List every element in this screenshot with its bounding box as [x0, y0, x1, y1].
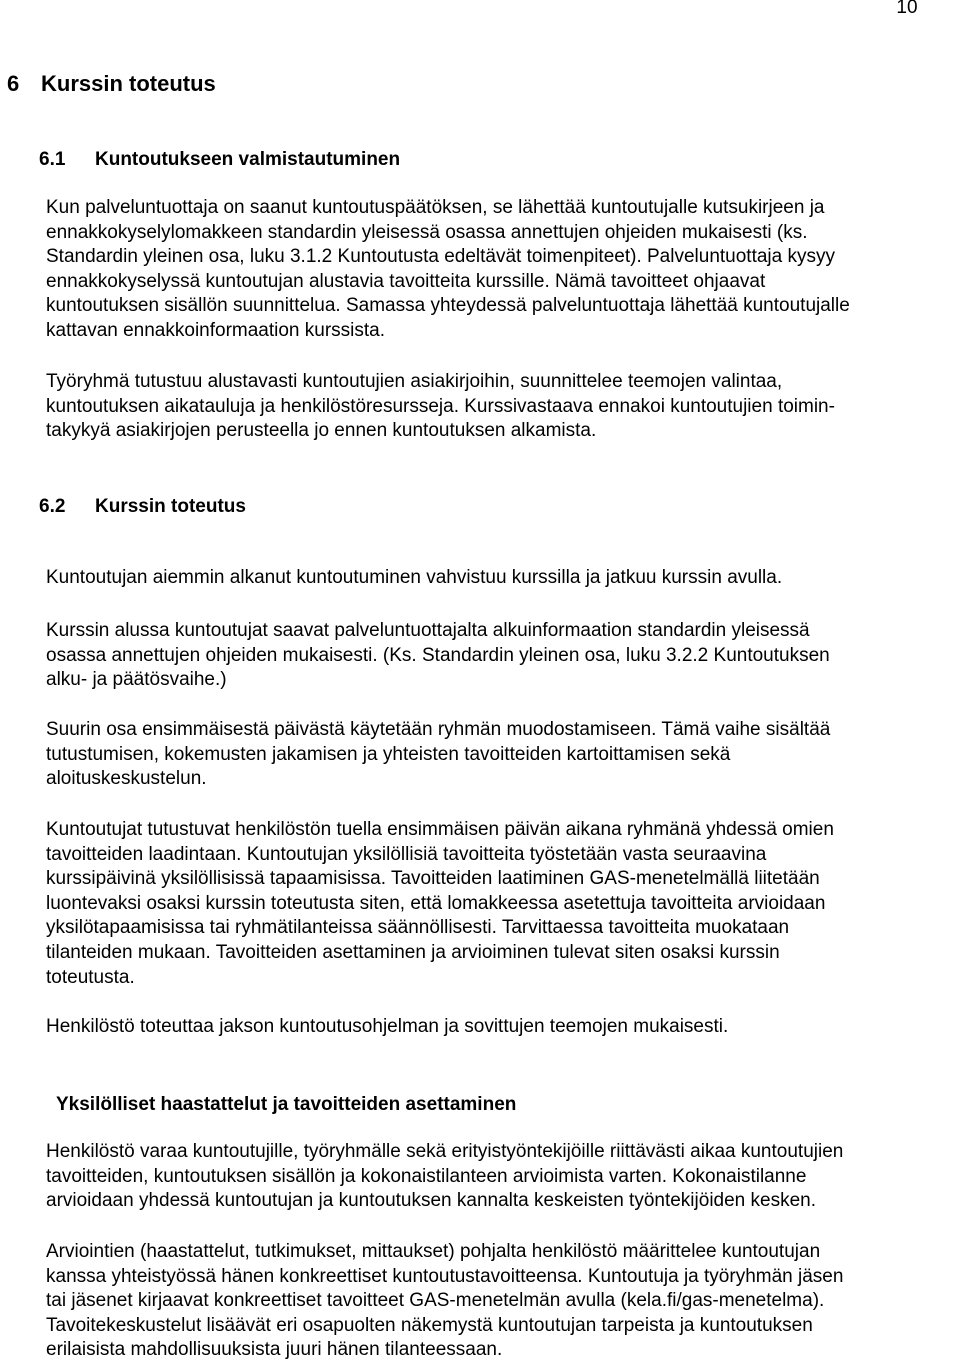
- text-line: erilaisista mahdollisuuksista juuri hänen tilanteessaan.: [46, 1339, 503, 1361]
- text-line: Työryhmä tutustuu alustavasti kuntoutujien asiakirjoihin, suunnittelee teemojen valintaa,: [46, 371, 783, 392]
- paragraph: [46, 619, 958, 693]
- text-line: Henkilöstö toteuttaa jakson kuntoutusohjelman ja sovittujen teemojen mukaisesti.: [46, 1016, 729, 1037]
- text-line: Suurin osa ensimmäisestä päivästä käytetään ryhmän muodostamiseen. Tämä vaihe sisältää: [46, 719, 831, 740]
- text-line: luontevaksi osaksi kurssin toteutusta siten, että lomakkeessa asetettuja tavoitteita arvioidaan: [46, 892, 826, 914]
- text-line: kuntoutuksen aikatauluja ja henkilöstöresursseja. Kurssivastaava ennakoi kuntoutujien toimin-: [46, 395, 835, 417]
- text-line: tai jäsenet kirjaavat konkreettiset tavoitteet GAS-menetelmän avulla (kela.fi/gas-menetelma).: [46, 1290, 825, 1312]
- section-title: [39, 148, 400, 172]
- text-line: takykyä asiakirjojen perusteella jo ennen kuntoutuksen alkamista.: [46, 420, 597, 442]
- text-line: alku- ja päätösvaihe.): [46, 669, 227, 691]
- section-title: [39, 495, 246, 519]
- subsection-title: Yksilölliset haastattelut ja tavoitteiden asettaminen: [56, 1094, 517, 1115]
- text-line: Kun palveluntuottaja on saanut kuntoutuspäätöksen, se lähettää kuntoutujalle kutsukirjeen ja: [46, 197, 825, 218]
- text-line: ennakkokyselylomakkeen standardin yleisessä osassa annettujen ohjeiden mukaisesti (ks.: [46, 221, 808, 243]
- section-number: 6.1: [39, 149, 66, 170]
- section-number: 6.2: [39, 496, 66, 517]
- text-line: kuntoutuksen sisällön suunnittelua. Samassa yhteydessä palveluntuottaja lähettää kuntoutujalle: [46, 295, 850, 317]
- paragraph: [46, 718, 958, 792]
- section-title-text: Kuntoutukseen valmistautuminen: [95, 149, 401, 170]
- paragraph: [46, 1140, 958, 1214]
- text-line: osassa annettujen ohjeiden mukaisesti. (Ks. Standardin yleinen osa, luku 3.2.2 Kuntoutuksen: [46, 644, 830, 666]
- chapter-title-text: Kurssin toteutus: [41, 71, 216, 96]
- text-line: kanssa yhteistyössä hänen konkreettiset kuntoutustavoitteensa. Kuntoutuja ja työryhmän jäsen: [46, 1265, 844, 1287]
- chapter-number: 6: [7, 71, 20, 96]
- text-line: Standardin yleinen osa, luku 3.1.2 Kuntoutusta edeltävät toimenpiteet). Palveluntuottaja kysyy: [46, 246, 835, 268]
- paragraph: [46, 566, 958, 591]
- text-line: tilanteiden mukaan. Tavoitteiden asettaminen ja arvioiminen tulevat siten osaksi kurssin: [46, 941, 780, 963]
- text-line: kurssipäivinä yksilöllisissä tapaamisissa. Tavoitteiden laatiminen GAS-menetelmällä liitetään: [46, 868, 820, 890]
- paragraph: [46, 370, 958, 444]
- text-line: yksilötapaamisissa tai ryhmätilanteissa säännöllisesti. Tarvittaessa tavoitteita muokataan: [46, 917, 790, 939]
- text-line: tutustumisen, kokemusten jakamisen ja yhteisten tavoitteiden kartoittamisen sekä: [46, 743, 731, 765]
- paragraph: [46, 1015, 958, 1040]
- text-line: tavoitteiden laadintaan. Kuntoutujan yksilöllisiä tavoitteita työstetään vasta seuraavina: [46, 843, 767, 865]
- paragraph: [46, 818, 958, 990]
- text-line: tavoitteiden, kuntoutuksen sisällön ja kokonaistilanteen arvioimista varten. Kokonaistilanne: [46, 1165, 807, 1187]
- text-line: Arviointien (haastattelut, tutkimukset, mittaukset) pohjalta henkilöstö määrittelee kuntoutujan: [46, 1241, 821, 1262]
- text-line: aloituskeskustelun.: [46, 768, 207, 790]
- text-line: toteutusta.: [46, 966, 135, 988]
- page-number: 10: [896, 0, 918, 18]
- text-line: Henkilöstö varaa kuntoutujille, työryhmälle sekä erityistyöntekijöille riittävästi aikaa kuntoutujien: [46, 1141, 844, 1162]
- text-line: Kurssin alussa kuntoutujat saavat palveluntuottajalta alkuinformaation standardin yleisessä: [46, 620, 810, 641]
- paragraph: [46, 196, 958, 344]
- chapter-title: [0, 70, 216, 98]
- paragraph: [46, 1240, 958, 1363]
- text-line: Tavoitekeskustelut lisäävät eri osapuolten näkemystä kuntoutujan tarpeista ja kuntoutuksen: [46, 1314, 813, 1336]
- section-title-text: Kurssin toteutus: [95, 496, 246, 517]
- text-line: Kuntoutujan aiemmin alkanut kuntoutuminen vahvistuu kurssilla ja jatkuu kurssin avulla.: [46, 567, 783, 588]
- text-line: Kuntoutujat tutustuvat henkilöstön tuella ensimmäisen päivän aikana ryhmänä yhdessä omien: [46, 819, 834, 840]
- text-line: kattavan ennakkoinformaation kurssista.: [46, 319, 386, 341]
- text-line: arvioidaan yhdessä kuntoutujan ja kuntoutuksen kannalta keskeisten työntekijöiden kesken.: [46, 1190, 817, 1212]
- text-line: ennakkokyselyssä kuntoutujan alustavia tavoitteita kurssille. Nämä tavoitteet ohjaavat: [46, 270, 766, 292]
